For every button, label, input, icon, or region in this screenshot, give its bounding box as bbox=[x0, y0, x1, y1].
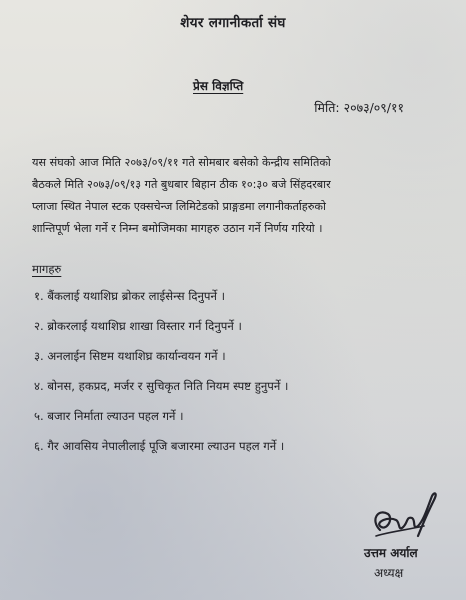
organization-title: शेयर लगानीकर्ता संघ bbox=[180, 15, 286, 31]
body-line: प्लाजा स्थित नेपाल स्टक एक्सचेन्ज लिमिटेडको प्राङ्गडमा लगानीकर्ताहरुको bbox=[32, 200, 326, 213]
demand-item: ३. अनलाईन सिष्टम यथाशिघ्र कार्यान्वयन गर्ने । bbox=[34, 349, 226, 363]
signatory-block bbox=[364, 543, 418, 583]
demand-item: २. ब्रोकरलाई यथाशिघ्र शाखा विस्तार गर्न दिनुपर्ने । bbox=[34, 319, 242, 333]
body-line: यस संघको आज मिति २०७३/०९/११ गते सोमबार बसेको केन्द्रीय समितिको bbox=[32, 156, 331, 169]
demands-list bbox=[34, 281, 288, 461]
body-paragraph bbox=[32, 152, 452, 240]
date-label: मिति: bbox=[314, 100, 340, 115]
demands-heading: मागहरु bbox=[32, 262, 62, 276]
demand-item: ६. गैर आवसिय नेपालीलाई पूजि बजारमा ल्याउन पहल गर्ने । bbox=[34, 439, 285, 453]
signatory-role: अध्यक्ष bbox=[374, 566, 404, 580]
signatory-name: उत्तम अर्याल bbox=[364, 546, 418, 560]
body-line: बैठकले मिति २०७३/०९/१३ गते बुधबार बिहान ठीक १०:३० बजे सिंहदरबार bbox=[32, 178, 331, 191]
demand-item: १. बैंकलाई यथाशिघ्र ब्रोकर लाईसेन्स दिनुपर्ने । bbox=[34, 289, 226, 303]
body-line: शान्तिपूर्ण भेला गर्ने र निम्न बमोजिमका मागहरु उठान गर्ने निर्णय गरियो । bbox=[32, 222, 323, 235]
date-value: २०७३/०९/११ bbox=[343, 100, 404, 115]
demand-item: ४. बोनस, हकप्रद, मर्जर र सुचिकृत निति नियम स्पष्ट हुनुपर्ने । bbox=[34, 379, 289, 393]
press-release-heading: प्रेस विज्ञप्ति bbox=[193, 79, 244, 93]
demand-item: ५. बजार निर्माता ल्याउन पहल गर्ने । bbox=[34, 409, 184, 423]
handwritten-signature bbox=[358, 486, 446, 550]
date-row bbox=[310, 99, 404, 116]
